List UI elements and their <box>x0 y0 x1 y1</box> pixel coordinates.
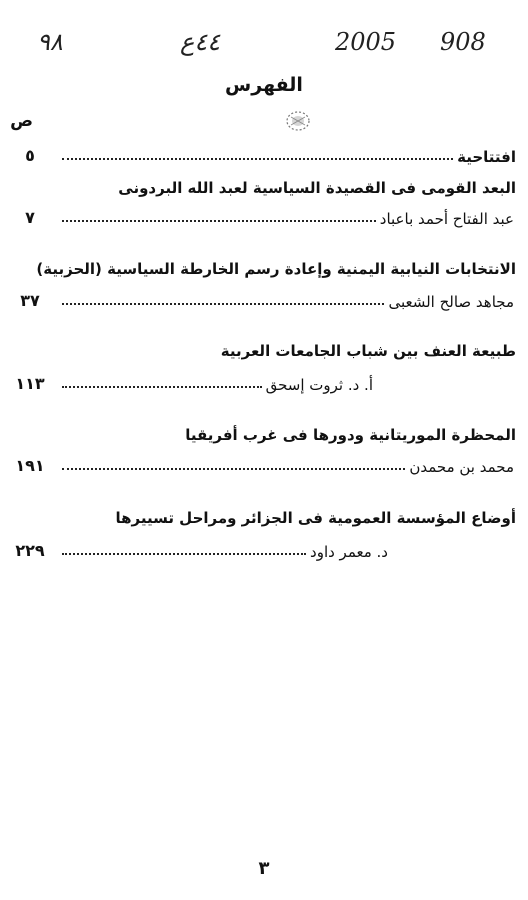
leader-dots <box>62 157 453 160</box>
toc-entry-author: عبد الفتاح أحمد باعباد <box>379 210 514 228</box>
toc-entry-title: أوضاع المؤسسة العمومية فى الجزائر ومراحل تسييرها <box>115 509 516 527</box>
toc-page-number: ٣٧ <box>20 291 40 310</box>
page-number: ٣ <box>258 858 270 879</box>
toc-entry-line <box>58 537 388 561</box>
toc-entry-line <box>58 142 516 166</box>
toc-entry-title: طبيعة العنف بين شباب الجامعات العربية <box>220 342 516 360</box>
library-stamp-icon <box>283 108 313 134</box>
handwritten-annotation: ٤٤ع <box>180 28 221 56</box>
toc-page-number: ٧ <box>25 208 35 227</box>
page-column-label: ص <box>10 111 33 131</box>
toc-page-number: ١٩١ <box>15 456 45 475</box>
toc-entry-author: مجاهد صالح الشعبى <box>388 293 514 311</box>
toc-entry-author: محمد بن محمدن <box>409 458 514 476</box>
leader-dots <box>62 302 384 305</box>
toc-entry-label: افتتاحية <box>457 148 516 166</box>
toc-entry-title: المحظرة الموريتانية ودورها فى غرب أفريقيا <box>185 426 516 444</box>
toc-page-number: ٢٢٩ <box>15 541 45 560</box>
handwritten-annotation: 2005 <box>335 28 397 56</box>
leader-dots <box>62 467 405 470</box>
toc-entry-line <box>58 370 373 394</box>
toc-entry-line <box>58 452 514 476</box>
toc-page-number: ١١٣ <box>15 374 45 393</box>
toc-entry-line <box>58 287 514 311</box>
leader-dots <box>62 219 376 222</box>
toc-entry-title: البعد القومى فى القصيدة السياسية لعبد الله البردونى <box>118 179 516 197</box>
toc-entry-author: د. معمر داود <box>310 543 388 561</box>
toc-entry-title: الانتخابات النيابية اليمنية وإعادة رسم الخارطة السياسية (الحزبية) <box>36 260 516 278</box>
toc-entry-line <box>58 204 514 228</box>
leader-dots <box>62 385 262 388</box>
handwritten-annotation: 908 <box>440 28 486 56</box>
leader-dots <box>62 552 306 555</box>
page-title: الفهرس <box>225 74 303 96</box>
toc-entry-author: أ. د. ثروت إسحق <box>265 376 373 394</box>
handwritten-annotation: ٩٨ <box>37 28 63 56</box>
toc-page-number: ٥ <box>25 146 35 165</box>
